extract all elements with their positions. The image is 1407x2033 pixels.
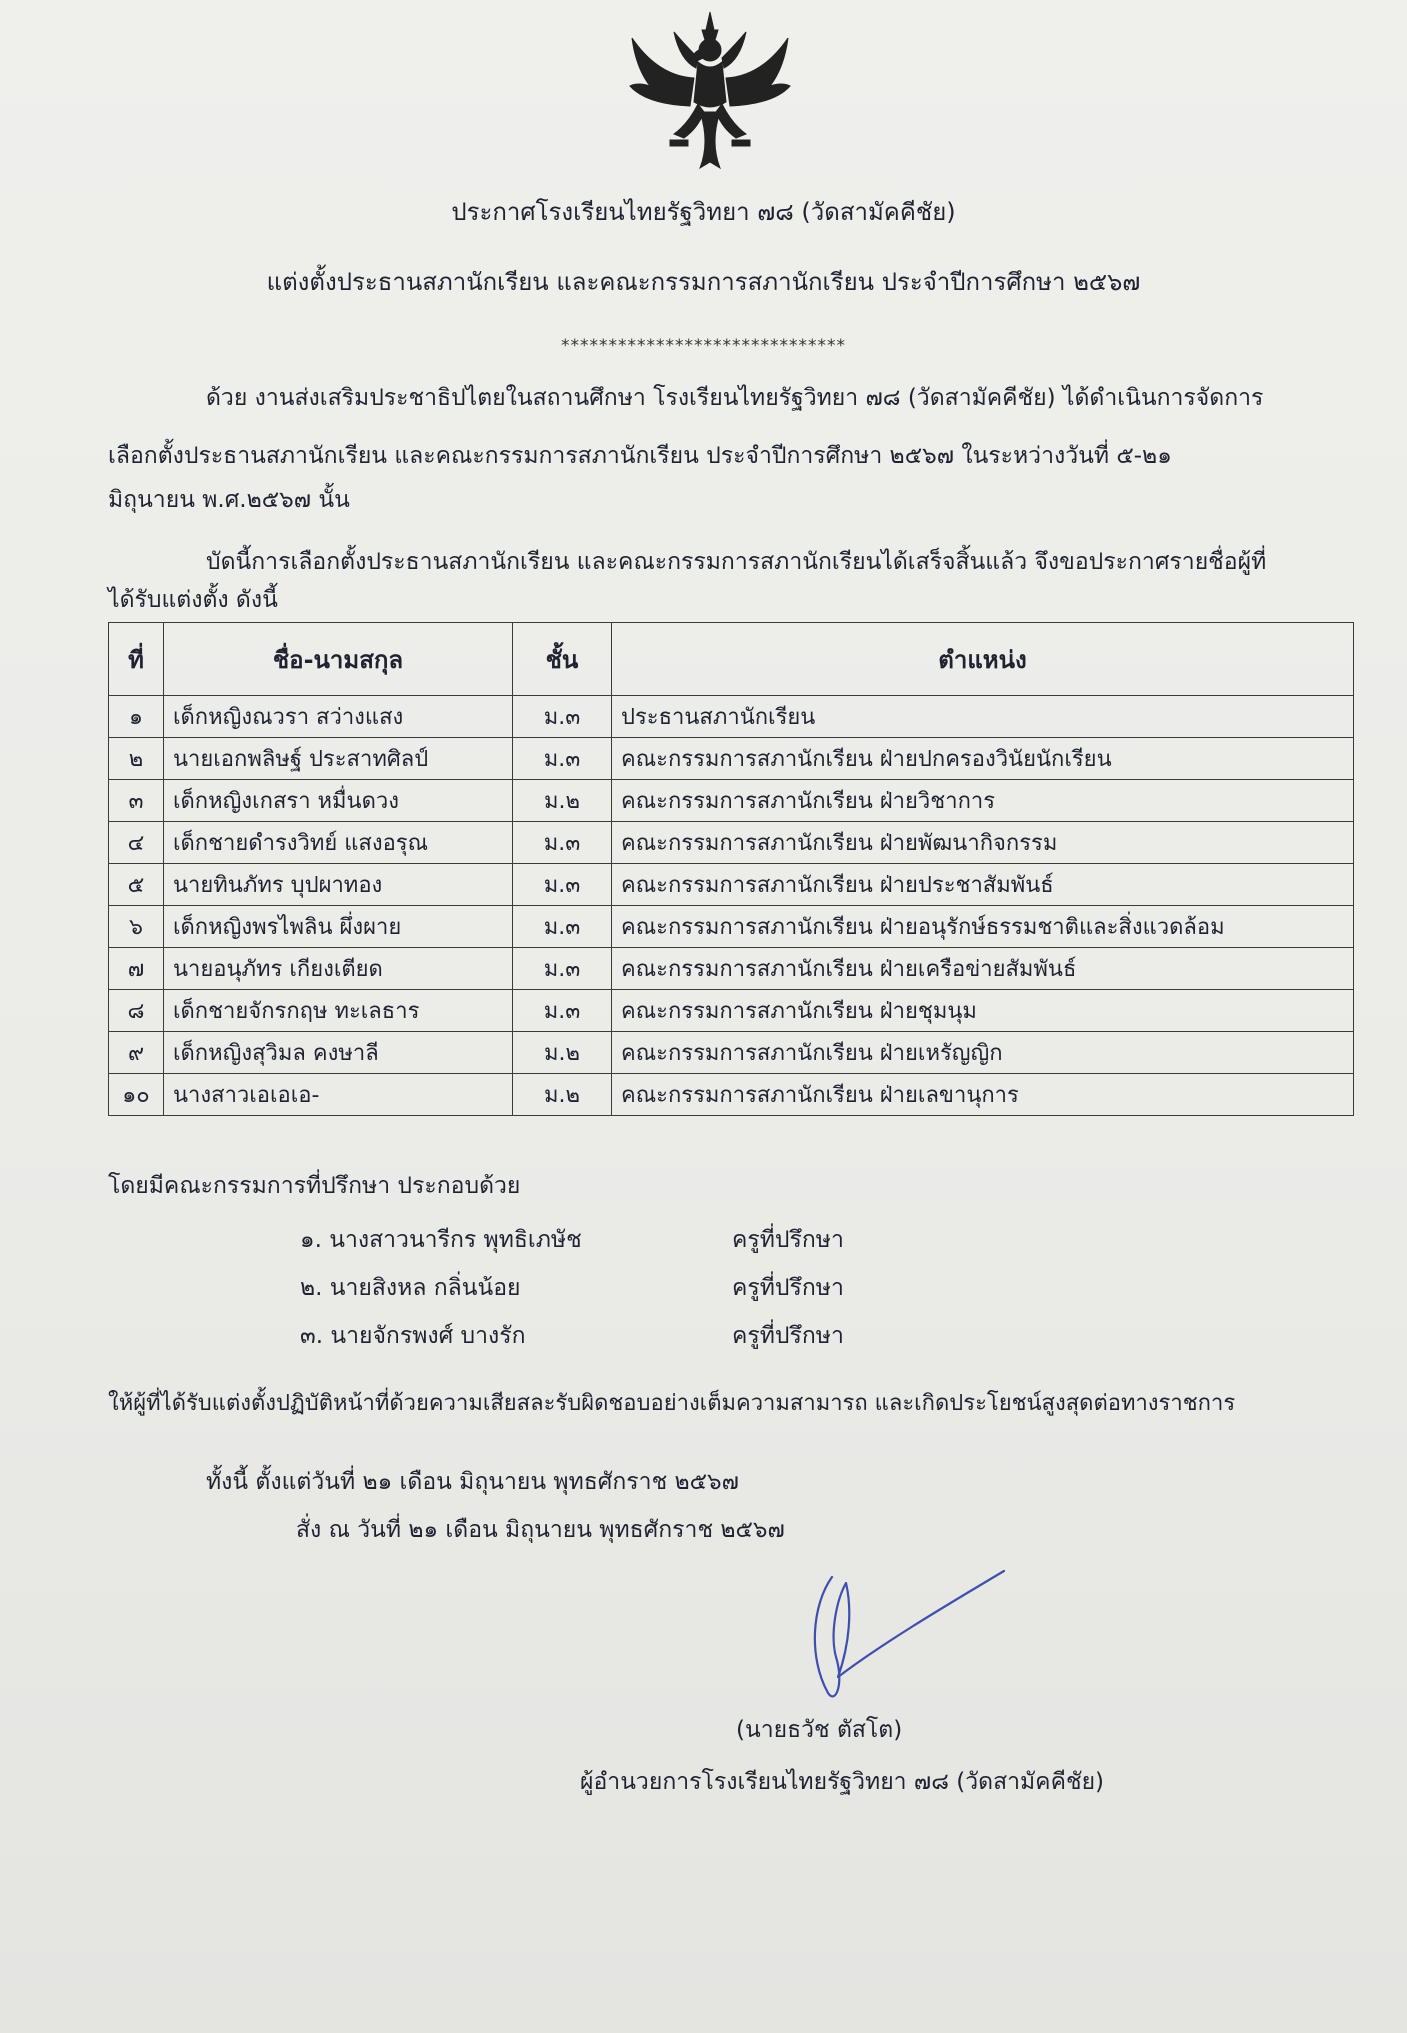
col-header-grade: ชั้น xyxy=(513,623,612,696)
table-row xyxy=(109,948,1354,990)
advisor-name-1: ๑. นางสาวนารีกร พุทธิเภษัช xyxy=(300,1227,582,1253)
advisor-name-2: ๒. นายสิงหล กลิ่นน้อย xyxy=(300,1275,521,1301)
row-name: นายทินภัทร บุปผาทอง xyxy=(164,864,513,906)
row-grade: ม.๓ xyxy=(513,906,612,948)
order-date: สั่ง ณ วันที่ ๒๑ เดือน มิถุนายน พุทธศักราช ๒๕๖๗ xyxy=(296,1517,785,1543)
paragraph-1-line-2: เลือกตั้งประธานสภานักเรียน และคณะกรรมการสภานักเรียน ประจำปีการศึกษา ๒๕๖๗ ในระหว่างวันที่ ๕-๒๑ xyxy=(108,443,1172,469)
row-grade: ม.๒ xyxy=(513,1074,612,1116)
row-grade: ม.๓ xyxy=(513,738,612,780)
row-position: คณะกรรมการสภานักเรียน ฝ่ายเครือข่ายสัมพันธ์ xyxy=(612,948,1354,990)
row-no: ๙ xyxy=(109,1032,164,1074)
garuda-emblem-icon xyxy=(610,8,810,176)
signatory-name: (นายธวัช ตัสโต) xyxy=(736,1717,903,1743)
row-position: คณะกรรมการสภานักเรียน ฝ่ายประชาสัมพันธ์ xyxy=(612,864,1354,906)
row-name: เด็กหญิงพรไพลิน ผึ่งผาย xyxy=(164,906,513,948)
table-row xyxy=(109,864,1354,906)
paragraph-1-line-1: ด้วย งานส่งเสริมประชาธิปไตยในสถานศึกษา โรงเรียนไทยรัฐวิทยา ๗๘ (วัดสามัคคีชัย) ได้ดำเนินการจัดการ xyxy=(206,385,1264,411)
advisor-name-3: ๓. นายจักรพงศ์ บางรัก xyxy=(300,1323,526,1349)
row-name: นายอนุภัทร เกียงเตียด xyxy=(164,948,513,990)
signature-mark xyxy=(790,1565,1010,1715)
advisor-role-2: ครูที่ปรึกษา xyxy=(732,1275,844,1301)
announcement-title: ประกาศโรงเรียนไทยรัฐวิทยา ๗๘ (วัดสามัคคีชัย) xyxy=(451,198,956,226)
row-position: คณะกรรมการสภานักเรียน ฝ่ายอนุรักษ์ธรรมชาติและสิ่งแวดล้อม xyxy=(612,906,1354,948)
advisors-intro: โดยมีคณะกรรมการที่ปรึกษา ประกอบด้วย xyxy=(108,1173,521,1199)
signatory-title: ผู้อำนวยการโรงเรียนไทยรัฐวิทยา ๗๘ (วัดสามัคคีชัย) xyxy=(580,1769,1105,1795)
row-no: ๘ xyxy=(109,990,164,1032)
row-grade: ม.๓ xyxy=(513,948,612,990)
row-no: ๔ xyxy=(109,822,164,864)
row-position: คณะกรรมการสภานักเรียน ฝ่ายชุมนุม xyxy=(612,990,1354,1032)
row-grade: ม.๒ xyxy=(513,1032,612,1074)
row-no: ๑ xyxy=(109,696,164,738)
row-name: เด็กหญิงณวรา สว่างแสง xyxy=(164,696,513,738)
advisor-role-3: ครูที่ปรึกษา xyxy=(732,1323,844,1349)
table-row xyxy=(109,1074,1354,1116)
effective-date: ทั้งนี้ ตั้งแต่วันที่ ๒๑ เดือน มิถุนายน พุทธศักราช ๒๕๖๗ xyxy=(206,1469,739,1495)
row-no: ๓ xyxy=(109,780,164,822)
table-row xyxy=(109,822,1354,864)
row-grade: ม.๓ xyxy=(513,822,612,864)
row-name: นายเอกพลิษฐ์ ประสาทศิลป์ xyxy=(164,738,513,780)
row-position: คณะกรรมการสภานักเรียน ฝ่ายเลขานุการ xyxy=(612,1074,1354,1116)
col-header-no: ที่ xyxy=(109,623,164,696)
table-row xyxy=(109,696,1354,738)
row-name: เด็กชายดำรงวิทย์ แสงอรุณ xyxy=(164,822,513,864)
col-header-name: ชื่อ-นามสกุล xyxy=(164,623,513,696)
row-name: เด็กชายจักรกฤษ ทะเลธาร xyxy=(164,990,513,1032)
table-row xyxy=(109,738,1354,780)
paragraph-2-line-2: ได้รับแต่งตั้ง ดังนี้ xyxy=(108,587,278,613)
separator-stars: ****************************** xyxy=(561,336,846,356)
row-position: คณะกรรมการสภานักเรียน ฝ่ายปกครองวินัยนักเรียน xyxy=(612,738,1354,780)
table-row xyxy=(109,990,1354,1032)
row-name: เด็กหญิงสุวิมล คงษาลี xyxy=(164,1032,513,1074)
paragraph-2-line-1: บัดนี้การเลือกตั้งประธานสภานักเรียน และคณะกรรมการสภานักเรียนได้เสร็จสิ้นแล้ว จึงขอประกาศรายชื่อผู้ที่ xyxy=(206,549,1267,575)
table-row xyxy=(109,780,1354,822)
table-header-row xyxy=(109,623,1354,696)
row-no: ๖ xyxy=(109,906,164,948)
table-row xyxy=(109,906,1354,948)
row-grade: ม.๒ xyxy=(513,780,612,822)
row-no: ๑๐ xyxy=(109,1074,164,1116)
row-grade: ม.๓ xyxy=(513,696,612,738)
row-position: คณะกรรมการสภานักเรียน ฝ่ายวิชาการ xyxy=(612,780,1354,822)
paragraph-1-line-3: มิถุนายน พ.ศ.๒๕๖๗ นั้น xyxy=(108,487,350,513)
row-position: คณะกรรมการสภานักเรียน ฝ่ายเหรัญญิก xyxy=(612,1032,1354,1074)
row-no: ๗ xyxy=(109,948,164,990)
row-position: คณะกรรมการสภานักเรียน ฝ่ายพัฒนากิจกรรม xyxy=(612,822,1354,864)
table-row xyxy=(109,1032,1354,1074)
duty-statement: ให้ผู้ที่ได้รับแต่งตั้งปฏิบัติหน้าที่ด้วยความเสียสละรับผิดชอบอย่างเต็มความสามารถ และเกิดประโยชน์สูงสุดต่อทางราชการ xyxy=(108,1391,1236,1416)
row-name: เด็กหญิงเกสรา หมื่นดวง xyxy=(164,780,513,822)
row-grade: ม.๓ xyxy=(513,990,612,1032)
announcement-subtitle: แต่งตั้งประธานสภานักเรียน และคณะกรรมการสภานักเรียน ประจำปีการศึกษา ๒๕๖๗ xyxy=(266,268,1141,296)
student-council-table xyxy=(108,622,1354,1116)
advisor-role-1: ครูที่ปรึกษา xyxy=(732,1227,844,1253)
row-no: ๕ xyxy=(109,864,164,906)
col-header-position: ตำแหน่ง xyxy=(612,623,1354,696)
row-name: นางสาวเอเอเอ- xyxy=(164,1074,513,1116)
row-position: ประธานสภานักเรียน xyxy=(612,696,1354,738)
row-grade: ม.๓ xyxy=(513,864,612,906)
row-no: ๒ xyxy=(109,738,164,780)
